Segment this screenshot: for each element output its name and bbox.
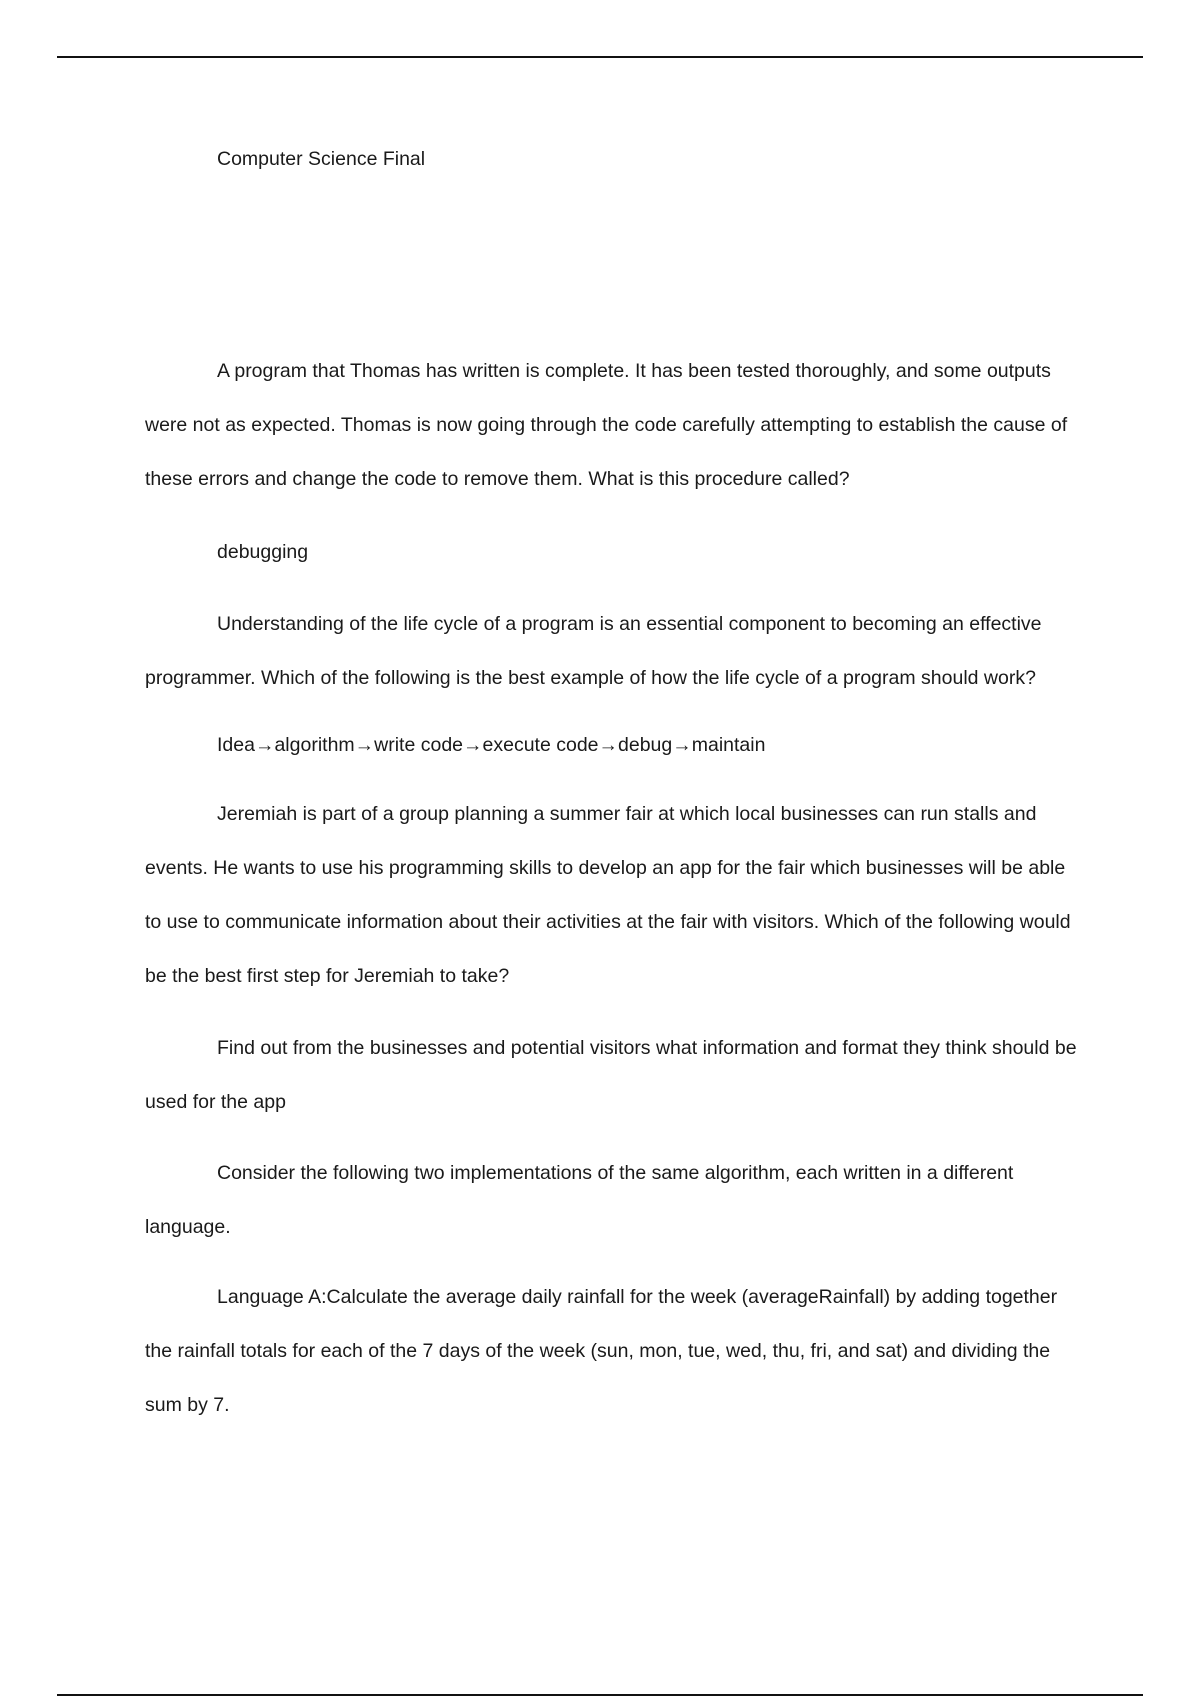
header-rule xyxy=(57,56,1143,58)
question-2: Understanding of the life cycle of a program is an essential component to becoming an effective programmer. Which of the following is the best example of how the life cycle of a program should work? xyxy=(145,613,1042,689)
question-3: Jeremiah is part of a group planning a summer fair at which local businesses can run stalls and events. He wants to use his programming skills to develop an app for the fair which businesses will be able to use to communicate information about their activities at the fair with visitors. Which of the following would be the best first step for Jeremiah to take? xyxy=(145,803,1071,987)
document-title: Computer Science Final xyxy=(217,148,426,170)
answer-3: Find out from the businesses and potential visitors what information and format they think should be used for the app xyxy=(145,1037,1077,1113)
answer-1: debugging xyxy=(217,541,309,563)
answer-2: Idea→algorithm→write code→execute code→debug→maintain xyxy=(217,734,766,756)
language-a-description: Language A:Calculate the average daily rainfall for the week (averageRainfall) by adding together the rainfall totals for each of the 7 days of the week (sun, mon, tue, wed, thu, fri, and sat) and dividing the sum by 7. xyxy=(145,1286,1058,1416)
footer-rule xyxy=(57,1694,1143,1696)
question-4: Consider the following two implementations of the same algorithm, each written in a different language. xyxy=(145,1162,1014,1238)
question-1: A program that Thomas has written is complete. It has been tested thoroughly, and some outputs were not as expected. Thomas is now going through the code carefully attempting to establish the cause of these errors and change the code to remove them. What is this procedure called? xyxy=(145,360,1068,490)
